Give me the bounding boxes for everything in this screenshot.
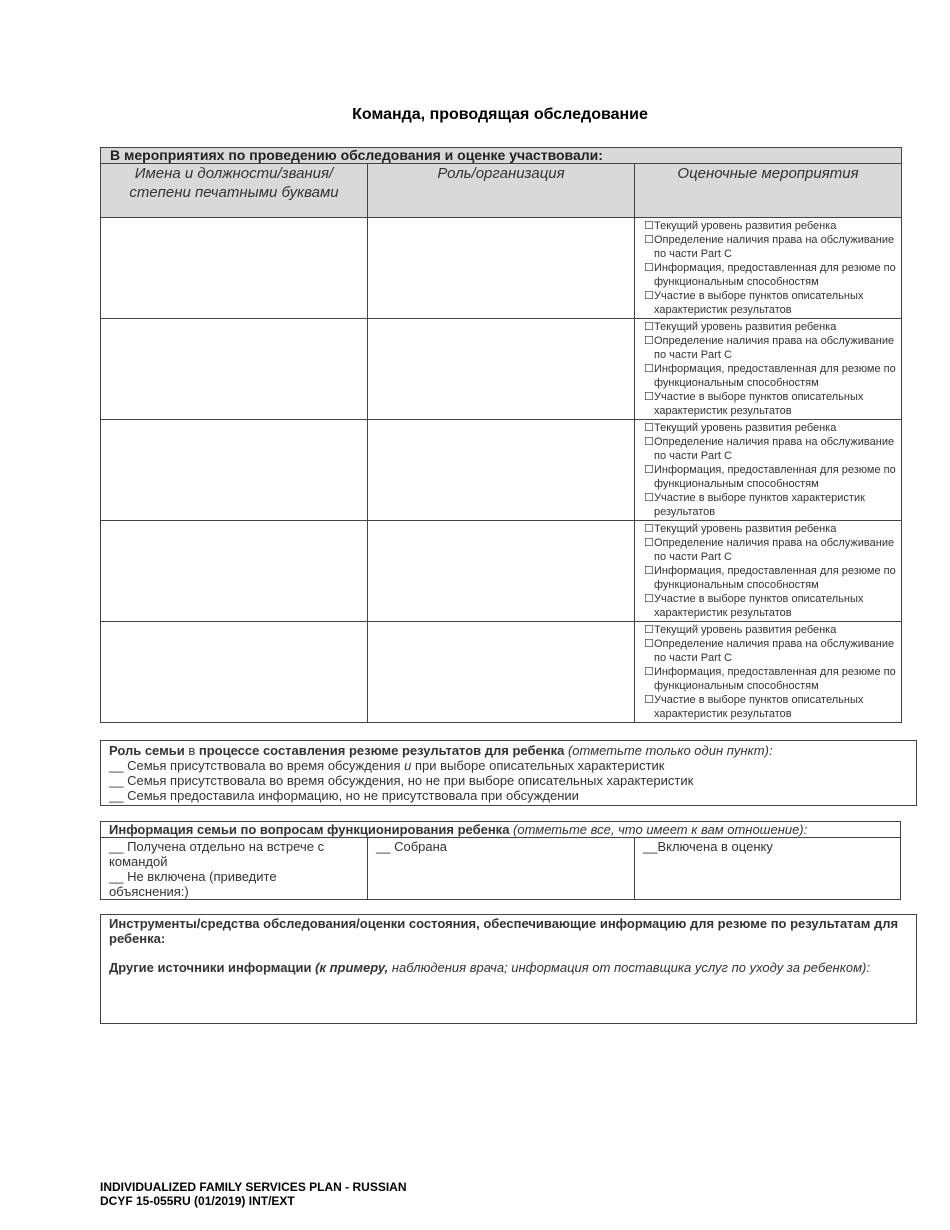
activity-checkbox-item[interactable] [644,592,897,620]
footer [100,1180,407,1208]
name-cell[interactable] [101,420,368,521]
role-cell[interactable] [368,319,635,420]
activity-label: Информация, предоставленная для резюме по функциональным способностям [654,262,896,288]
activity-checkbox-item[interactable] [644,421,897,435]
checkbox-icon[interactable]: ☐ [644,492,654,504]
tools-label: Инструменты/средства обследования/оценки состояния, обеспечивающие информацию для резюме по результатам для ребенка: [109,916,899,946]
checkbox-icon[interactable]: ☐ [644,537,654,549]
page-title: Команда, проводящая обследование [352,106,648,123]
activity-label: Определение наличия права на обслуживание по части Part C [654,537,895,563]
activity-label: Текущий уровень развития ребенка [654,220,837,232]
checkbox-icon[interactable]: ☐ [644,694,654,706]
activity-checkbox-item[interactable] [644,522,897,536]
activity-checkbox-item[interactable] [644,362,897,390]
checkbox-icon[interactable]: ☐ [644,335,654,347]
activity-label: Определение наличия права на обслуживание по части Part C [654,436,895,462]
activities-cell [635,420,902,521]
activity-label: Текущий уровень развития ребенка [654,523,837,535]
checkbox-icon[interactable]: ☐ [644,363,654,375]
activity-checkbox-item[interactable] [644,693,897,721]
table-row [101,521,902,622]
activity-checkbox-item[interactable] [644,219,897,233]
option-not-included[interactable]: __ Не включена (приведите объяснения:) [109,869,277,899]
activity-checkbox-item[interactable] [644,564,897,592]
checkbox-icon[interactable]: ☐ [644,565,654,577]
checkbox-icon[interactable]: ☐ [644,321,654,333]
name-cell[interactable] [101,521,368,622]
column-header-names: Имена и должности/звания/степени печатными буквами [101,164,368,218]
activity-label: Участие в выборе пунктов описательных характеристик результатов [654,694,864,720]
activity-checkbox-item[interactable] [644,334,897,362]
table-row [101,622,902,723]
family-info-label: Информация семьи по вопросам функционирования ребенка (отметьте все, что имеет к вам отношение): [101,822,900,838]
activity-label: Информация, предоставленная для резюме по функциональным способностям [654,666,896,692]
name-cell[interactable] [101,622,368,723]
role-cell[interactable] [368,521,635,622]
other-sources-label: Другие источники информации (к примеру, наблюдения врача; информация от поставщика услуг по уходу за ребенком): [109,960,870,975]
column-header-activities: Оценочные мероприятия [635,164,902,218]
activity-label: Определение наличия права на обслуживание по части Part C [654,638,895,664]
role-cell[interactable] [368,218,635,319]
table-row [101,218,902,319]
checkbox-icon[interactable]: ☐ [644,464,654,476]
activity-label: Текущий уровень развития ребенка [654,624,837,636]
checkbox-icon[interactable]: ☐ [644,262,654,274]
role-cell[interactable] [368,622,635,723]
activity-label: Текущий уровень развития ребенка [654,321,837,333]
activity-label: Участие в выборе пунктов характеристик результатов [654,492,865,518]
activity-checkbox-item[interactable] [644,390,897,418]
activity-checkbox-item[interactable] [644,261,897,289]
activity-label: Определение наличия права на обслуживание по части Part C [654,234,895,260]
role-cell[interactable] [368,420,635,521]
activity-label: Информация, предоставленная для резюме по функциональным способностям [654,363,896,389]
family-role-option[interactable]: __ Семья предоставила информацию, но не присутствовала при обсуждении [109,788,579,803]
footer-form-title: INDIVIDUALIZED FAMILY SERVICES PLAN - RUSSIAN [100,1180,407,1194]
activity-label: Участие в выборе пунктов описательных характеристик результатов [654,290,864,316]
activity-checkbox-item[interactable] [644,289,897,317]
family-info-col-2 [368,838,635,899]
activity-label: Информация, предоставленная для резюме по функциональным способностям [654,565,896,591]
team-table-header: В мероприятиях по проведению обследования и оценке участвовали: [101,148,902,164]
activities-cell [635,218,902,319]
checkbox-icon[interactable]: ☐ [644,638,654,650]
checkbox-icon[interactable]: ☐ [644,624,654,636]
activity-label: Текущий уровень развития ребенка [654,422,837,434]
family-role-option[interactable]: __ Семья присутствовала во время обсуждения и при выборе описательных характеристик [109,758,665,773]
activity-label: Участие в выборе пунктов описательных характеристик результатов [654,391,864,417]
activity-checkbox-item[interactable] [644,463,897,491]
table-row [101,420,902,521]
activity-checkbox-item[interactable] [644,233,897,261]
name-cell[interactable] [101,319,368,420]
footer-form-number: DCYF 15-055RU (01/2019) INT/EXT [100,1194,295,1208]
table-row [101,319,902,420]
activity-label: Участие в выборе пунктов описательных характеристик результатов [654,593,864,619]
activities-cell [635,319,902,420]
family-role-option[interactable]: __ Семья присутствовала во время обсуждения, но не при выборе описательных характеристик [109,773,694,788]
family-info-col-1 [101,838,368,899]
option-included-in-assessment[interactable]: __Включена в оценку [643,839,773,854]
activity-checkbox-item[interactable] [644,623,897,637]
checkbox-icon[interactable]: ☐ [644,234,654,246]
checkbox-icon[interactable]: ☐ [644,593,654,605]
activity-checkbox-item[interactable] [644,435,897,463]
activity-checkbox-item[interactable] [644,320,897,334]
tools-section [100,914,917,1024]
family-role-label: Роль семьи в процессе составления резюме результатов для ребенка (отметьте только один пункт): [109,743,773,758]
name-cell[interactable] [101,218,368,319]
checkbox-icon[interactable]: ☐ [644,666,654,678]
family-info-col-3 [635,838,900,899]
checkbox-icon[interactable]: ☐ [644,436,654,448]
activity-checkbox-item[interactable] [644,665,897,693]
checkbox-icon[interactable]: ☐ [644,290,654,302]
family-info-section [100,821,901,900]
checkbox-icon[interactable]: ☐ [644,523,654,535]
column-header-role: Роль/организация [368,164,635,218]
checkbox-icon[interactable]: ☐ [644,220,654,232]
activity-checkbox-item[interactable] [644,491,897,519]
activities-cell [635,622,902,723]
activities-cell [635,521,902,622]
checkbox-icon[interactable]: ☐ [644,422,654,434]
activity-label: Информация, предоставленная для резюме по функциональным способностям [654,464,896,490]
activity-checkbox-item[interactable] [644,536,897,564]
checkbox-icon[interactable]: ☐ [644,391,654,403]
team-table [100,147,902,723]
family-role-section [100,740,917,806]
activity-label: Определение наличия права на обслуживание по части Part C [654,335,895,361]
option-received-separately[interactable]: __ Получена отдельно на встрече с командой [109,839,325,869]
option-collected[interactable]: __ Собрана [376,839,448,854]
activity-checkbox-item[interactable] [644,637,897,665]
